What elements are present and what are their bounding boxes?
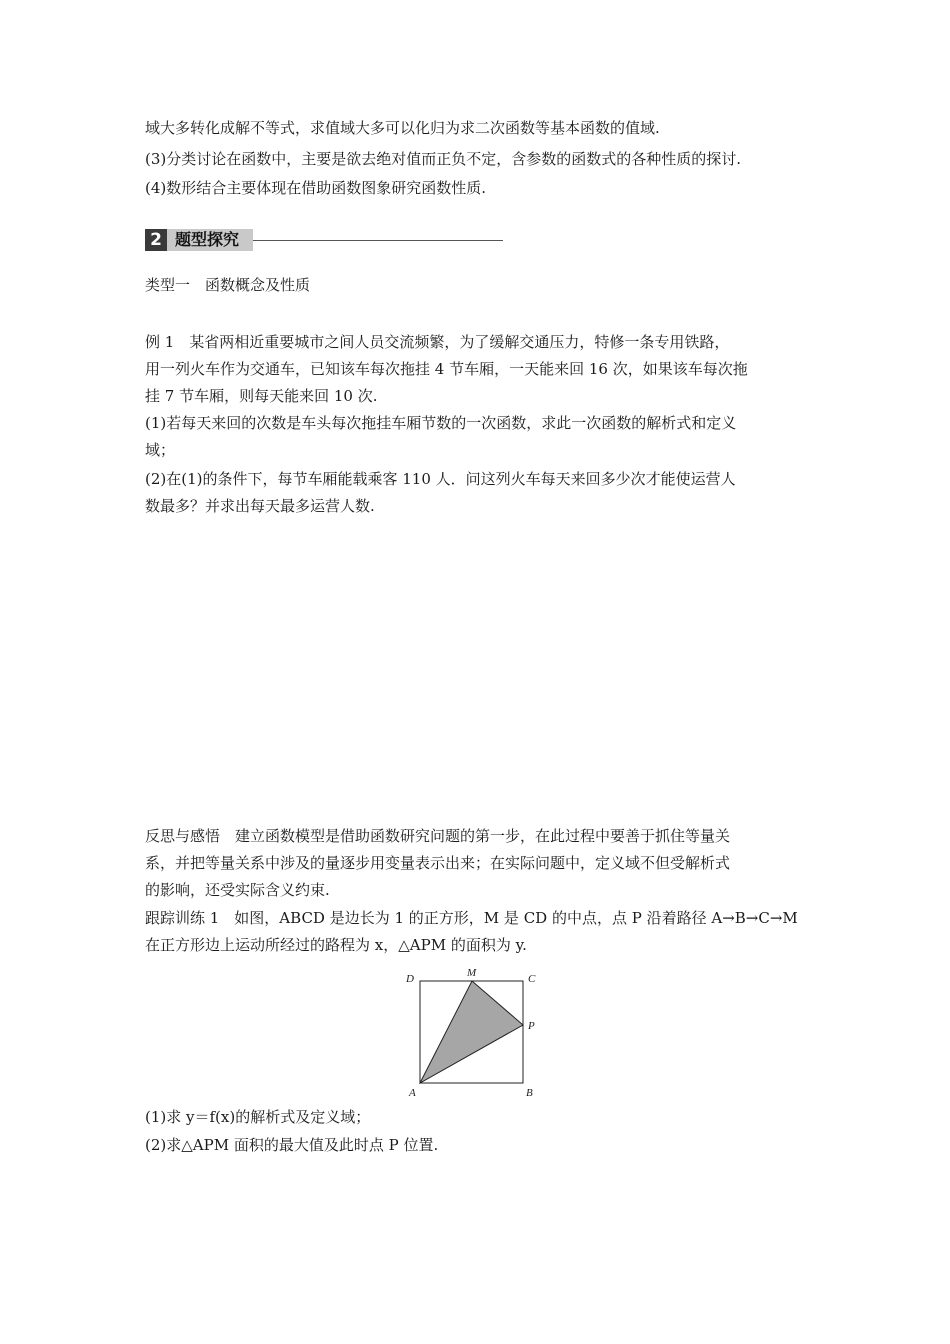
label-a: A bbox=[409, 1087, 416, 1099]
example-line-4: (1)若每天来回的次数是车头每次拖挂车厢节数的一次函数，求此一次函数的解析式和定义 bbox=[145, 414, 737, 432]
label-b: B bbox=[526, 1087, 533, 1099]
example-line-3: 挂 7 节车厢，则每天能来回 10 次. bbox=[145, 387, 378, 405]
section-number: 2 bbox=[145, 229, 167, 251]
training-line-2: 在正方形边上运动所经过的路程为 x，△APM 的面积为 y. bbox=[145, 936, 527, 954]
intro-line-3: (4)数形结合主要体现在借助函数图象研究函数性质. bbox=[145, 179, 487, 197]
intro-line-2: (3)分类讨论在函数中，主要是欲去绝对值而正负不定，含参数的函数式的各种性质的探讨. bbox=[145, 150, 742, 168]
type-heading: 类型一 函数概念及性质 bbox=[145, 276, 311, 294]
label-c: C bbox=[528, 973, 536, 985]
intro-line-1: 域大多转化成解不等式，求值域大多可以化归为求二次函数等基本函数的值域. bbox=[145, 119, 660, 137]
example-line-5: 域； bbox=[145, 441, 176, 459]
training-line-1: 跟踪训练 1 如图，ABCD 是边长为 1 的正方形，M 是 CD 的中点，点 P 沿着路径 A→B→C→M bbox=[145, 909, 798, 927]
section-title: 题型探究 bbox=[167, 229, 253, 251]
reflection-line-2: 系，并把等量关系中涉及的量逐步用变量表示出来；在实际问题中，定义域不但受解析式 bbox=[145, 854, 731, 872]
section-heading bbox=[145, 229, 503, 251]
label-d: D bbox=[406, 973, 414, 985]
label-p: P bbox=[528, 1020, 535, 1032]
example-line-6: (2)在(1)的条件下，每节车厢能载乘客 110 人．问这列火车每天来回多少次才能使运营人 bbox=[145, 470, 736, 488]
square-diagram bbox=[400, 965, 550, 1100]
square-figure bbox=[400, 965, 550, 1104]
example-line-7: 数最多？并求出每天最多运营人数. bbox=[145, 497, 375, 515]
triangle-apm bbox=[420, 981, 523, 1083]
example-line-1: 例 1 某省两相近重要城市之间人员交流频繁，为了缓解交通压力，特修一条专用铁路， bbox=[145, 333, 730, 351]
section-rule bbox=[253, 240, 503, 241]
reflection-line-3: 的影响，还受实际含义约束. bbox=[145, 881, 330, 899]
training-question-2: (2)求△APM 面积的最大值及此时点 P 位置. bbox=[145, 1136, 439, 1154]
label-m: M bbox=[467, 967, 477, 979]
reflection-line-1: 反思与感悟 建立函数模型是借助函数研究问题的第一步，在此过程中要善于抓住等量关 bbox=[145, 827, 731, 845]
example-line-2: 用一列火车作为交通车，已知该车每次拖挂 4 节车厢，一天能来回 16 次，如果该车每次拖 bbox=[145, 360, 748, 378]
training-question-1: (1)求 y＝f(x)的解析式及定义域； bbox=[145, 1108, 371, 1126]
